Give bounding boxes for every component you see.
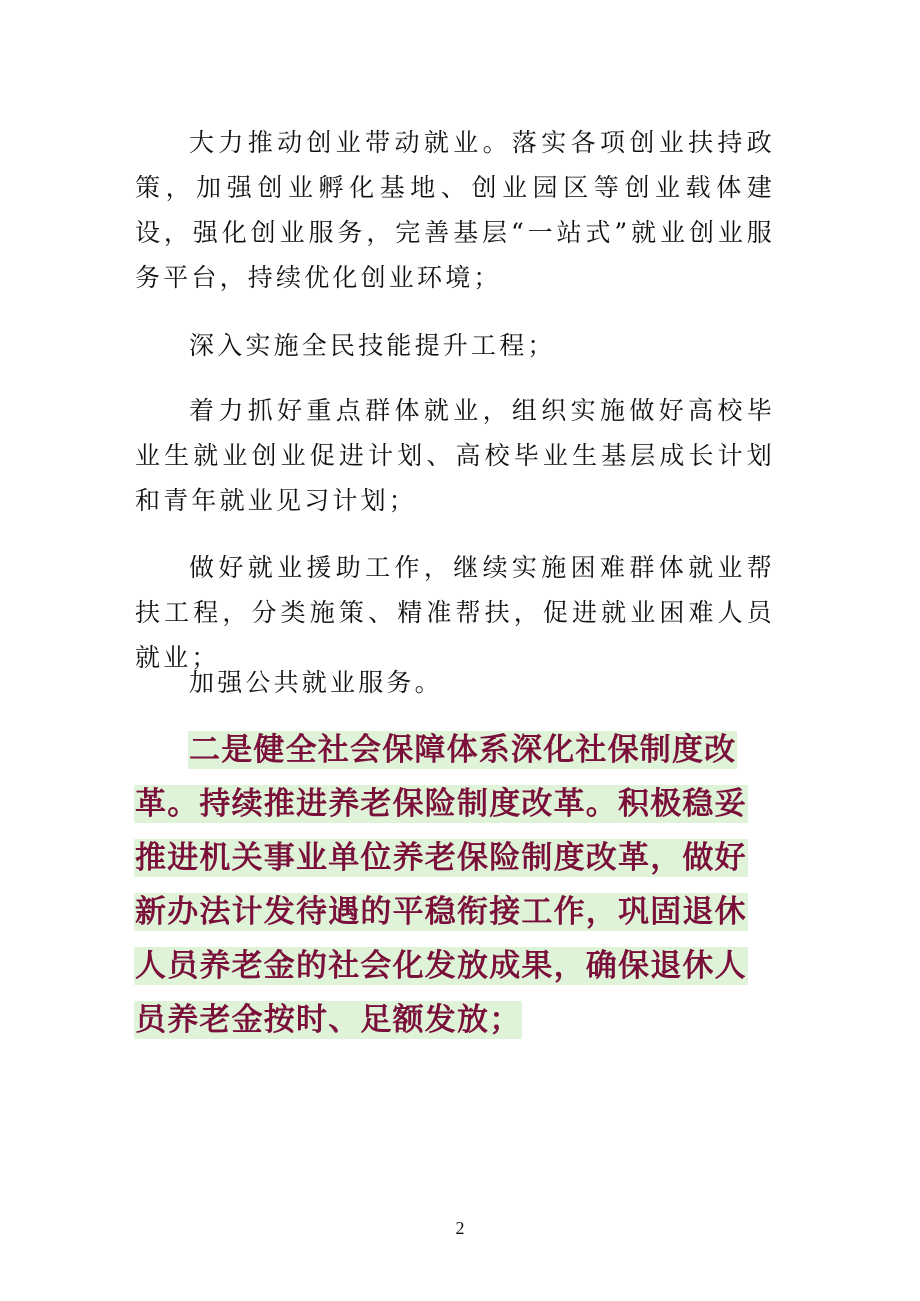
paragraph-skills: 深入实施全民技能提升工程；	[189, 331, 556, 360]
highlighted-paragraph	[135, 723, 765, 1047]
page-number: 2	[455, 1218, 465, 1238]
paragraph-employment-assistance: 做好就业援助工作，继续实施困难群体就业帮扶工程，分类施策、精准帮扶，促进就业困难人员就业；	[135, 553, 775, 672]
highlighted-text: 二是健全社会保障体系深化社保制度改革。持续推进养老保险制度改革。积极稳妥推进机关事业单位养老保险制度改革，做好新办法计发待遇的平稳衔接工作，巩固退休人员养老金的社会化发放成果，确保退休人员养老金按时、足额发放；	[135, 732, 747, 1038]
paragraph-public-service: 加强公共就业服务。	[189, 668, 443, 697]
paragraph-entrepreneurship: 大力推动创业带动就业。落实各项创业扶持政策，加强创业孵化基地、创业园区等创业载体建设，强化创业服务，完善基层“一站式”就业创业服务平台，持续优化创业环境；	[135, 128, 775, 292]
paragraph-key-groups: 着力抓好重点群体就业，组织实施做好高校毕业生就业创业促进计划、高校毕业生基层成长计划和青年就业见习计划；	[135, 396, 775, 515]
